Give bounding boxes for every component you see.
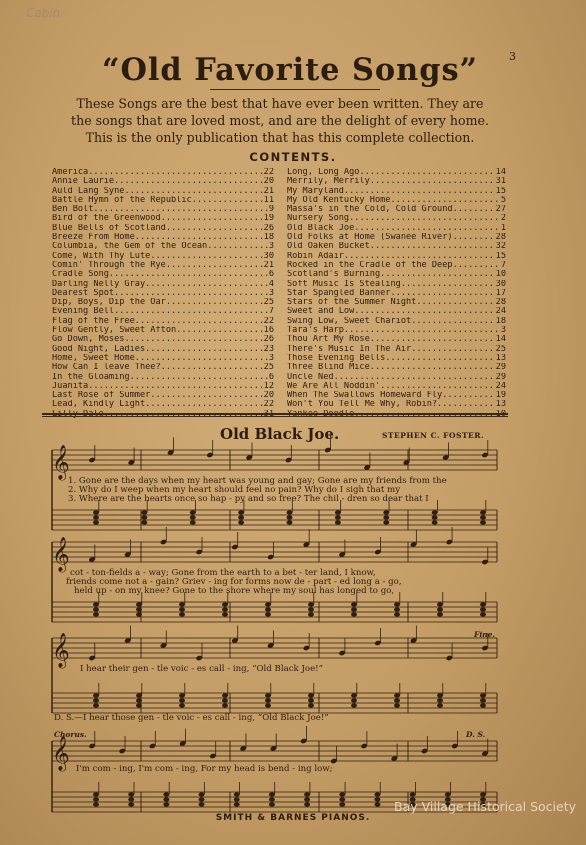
chord-note xyxy=(269,792,275,796)
contents-entry-title: Scotland's Burning xyxy=(287,270,381,280)
chord-note xyxy=(93,693,99,697)
chord-note xyxy=(222,698,228,702)
chord-note xyxy=(128,792,134,796)
contents-entry-title: Nursery Song xyxy=(287,214,350,224)
contents-entry-title: Those Evening Bells xyxy=(287,353,386,363)
chord-note xyxy=(234,797,240,801)
contents-entry-page: 6 xyxy=(268,270,274,280)
chord-note xyxy=(432,515,438,519)
contents-entry-page: 21 xyxy=(263,260,274,270)
contents-entry-page: 24 xyxy=(495,307,506,317)
intro-line: These Songs are the best that have ever been written. They are xyxy=(76,96,484,111)
chord-note xyxy=(179,607,185,611)
page-title: “Old Favorite Songs” xyxy=(101,52,479,88)
song-composer: STEPHEN C. FOSTER. xyxy=(382,431,485,440)
contents-entry-title: Massa's in the Cold, Cold Ground xyxy=(287,205,453,215)
chord-note xyxy=(93,515,99,519)
contents-entry-title: Cradle Song xyxy=(52,270,109,280)
contents-entry-page: 30 xyxy=(495,279,506,289)
contents-entry-page: 11 xyxy=(263,195,274,205)
contents-entry-page: 16 xyxy=(263,326,274,336)
chord-note xyxy=(93,703,99,707)
contents-entry-title: Old Black Joe xyxy=(287,223,355,233)
chord-note xyxy=(93,612,99,616)
chord-note xyxy=(234,802,240,806)
chord-note xyxy=(339,802,345,806)
chord-note xyxy=(93,802,99,806)
intro-line: This is the only publication that has this complete collection. xyxy=(85,130,475,145)
chord-note xyxy=(136,612,142,616)
chord-note xyxy=(374,792,380,796)
contents-entry-title: Bird of the Greenwood xyxy=(52,214,161,224)
contents-entry-title: We Are All Noddin' xyxy=(287,381,381,391)
contents-entry-title: Three Blind Mice xyxy=(287,363,370,373)
chord-note xyxy=(394,698,400,702)
contents-entry-title: Soft Music Is Stealing xyxy=(287,279,401,289)
ds-marking: D. S. xyxy=(466,730,486,739)
chord-note xyxy=(93,698,99,702)
contents-entry-title: Swing Low, Sweet Chariot xyxy=(287,316,412,326)
contents-entry-page: 28 xyxy=(495,233,506,243)
chord-note xyxy=(287,515,293,519)
chord-note xyxy=(287,510,293,514)
chord-note xyxy=(222,602,228,606)
chord-note xyxy=(234,792,240,796)
chord-note xyxy=(339,797,345,801)
intro-line: the songs that are loved most, and are the delight of every home. xyxy=(71,113,489,128)
contents-entry-page: 6 xyxy=(268,372,274,382)
lyric-line: friends come not a - gain? Griev - ing for forms now de - part - ed long a - go, xyxy=(66,577,402,587)
chord-note xyxy=(437,612,443,616)
lyric-line: 2. Why do I weep when my heart should feel no pain? Why do I sigh that my xyxy=(68,485,401,495)
contents-entry-page: 29 xyxy=(495,372,506,382)
contents-entry-title: Comin' Through the Rye xyxy=(52,260,166,270)
page-number: 3 xyxy=(509,50,516,63)
contents-entry-title: Rocked in the Cradle of the Deep xyxy=(287,260,453,270)
chord-note xyxy=(128,802,134,806)
contents-entry-page: 13 xyxy=(495,400,506,410)
chord-note xyxy=(265,607,271,611)
chord-note xyxy=(410,792,416,796)
chord-note xyxy=(190,520,196,524)
contents-entry-page: 26 xyxy=(263,223,274,233)
contents-entry-title: Evening Bell xyxy=(52,307,115,317)
chord-note xyxy=(93,510,99,514)
contents-entry-title: Ben Bolt xyxy=(52,205,94,215)
chord-note xyxy=(480,515,486,519)
chord-note xyxy=(179,698,185,702)
contents-entry-title: Old Folks at Home (Swanee River) xyxy=(287,233,453,243)
contents-entry-page: 4 xyxy=(268,279,274,289)
contents-entry-page: 20 xyxy=(263,391,274,401)
contents-entry-title: Juanita xyxy=(52,381,89,391)
contents-entry-page: 9 xyxy=(268,205,274,215)
lyric-line: I'm com - ing, I'm com - ing, For my head is bend - ing low; xyxy=(76,764,333,774)
treble-clef-icon: 𝄞 xyxy=(52,445,70,480)
chord-note xyxy=(308,698,314,702)
chord-note xyxy=(480,612,486,616)
chord-note xyxy=(480,510,486,514)
contents-entry-title: Dearest Spot xyxy=(52,288,115,298)
pencil-note: Cabin xyxy=(26,6,61,20)
lyric-line: cot - ton-fields a - way; Gone from the earth to a bet - ter land, I know, xyxy=(70,568,376,578)
contents-entry-page: 26 xyxy=(263,335,274,345)
contents-entry-page: 25 xyxy=(263,298,274,308)
chord-note xyxy=(308,607,314,611)
contents-entry-page: 25 xyxy=(263,363,274,373)
contents-entry-title: Good Night, Ladies xyxy=(52,344,146,354)
contents-entry-title: In the Gloaming xyxy=(52,372,130,382)
chord-note xyxy=(136,703,142,707)
contents-entry-page: 5 xyxy=(500,195,506,205)
chord-note xyxy=(394,703,400,707)
chord-note xyxy=(339,792,345,796)
chord-note xyxy=(238,515,244,519)
contents-entry-title: Thou Art My Rose xyxy=(287,335,370,345)
chord-note xyxy=(374,797,380,801)
contents-entry-title: Columbia, the Gem of the Ocean xyxy=(52,242,208,252)
chorus-marking: Chorus. xyxy=(54,730,87,739)
treble-clef-icon: 𝄞 xyxy=(52,736,70,771)
chord-note xyxy=(93,797,99,801)
chord-note xyxy=(374,802,380,806)
chord-note xyxy=(128,797,134,801)
contents-entry-page: 22 xyxy=(263,168,274,177)
chord-note xyxy=(179,612,185,616)
contents-entry-page: 2 xyxy=(500,214,506,224)
chord-note xyxy=(179,693,185,697)
contents-entry-title: Robin Adair xyxy=(287,251,344,261)
contents-entry-title: Flag of the Free xyxy=(52,316,135,326)
contents-entry-title: When The Swallows Homeward Fly xyxy=(287,391,443,401)
contents-entry-page: 18 xyxy=(495,316,506,326)
chord-note xyxy=(222,607,228,611)
contents-entry-title: Uncle Ned xyxy=(287,372,334,382)
chord-note xyxy=(190,510,196,514)
chord-note xyxy=(480,602,486,606)
chord-note xyxy=(335,520,341,524)
contents-entry-page: 22 xyxy=(263,316,274,326)
contents-entry-title: America xyxy=(52,168,89,177)
chord-note xyxy=(222,693,228,697)
treble-clef-icon: 𝄞 xyxy=(52,633,70,668)
contents-entry-title: Star Spangled Banner xyxy=(287,288,391,298)
chord-note xyxy=(335,515,341,519)
contents-entry-title: Merrily, Merrily xyxy=(287,177,370,187)
chord-note xyxy=(163,802,169,806)
contents-entry-page: 13 xyxy=(495,353,506,363)
contents-entry-page: 17 xyxy=(495,288,506,298)
contents-entry-title: How Can I leave Thee? xyxy=(52,363,161,373)
chord-note xyxy=(136,698,142,702)
chord-note xyxy=(351,612,357,616)
chord-note xyxy=(394,693,400,697)
chord-note xyxy=(199,797,205,801)
contents-entry-title: My Maryland xyxy=(287,186,344,196)
chord-note xyxy=(351,607,357,611)
contents-entry-page: 27 xyxy=(495,205,506,215)
contents-entry-title: Darling Nelly Gray xyxy=(52,279,146,289)
contents-entry-title: Home, Sweet Home xyxy=(52,353,135,363)
song-title: Old Black Joe. xyxy=(220,425,340,443)
chord-note xyxy=(93,520,99,524)
contents-entry-page: 28 xyxy=(495,298,506,308)
chord-note xyxy=(141,510,147,514)
chord-note xyxy=(480,703,486,707)
lyric-line: 1. Gone are the days when my heart was young and gay; Gone are my friends from the xyxy=(68,476,447,486)
chord-note xyxy=(304,792,310,796)
contents-entry-page: 14 xyxy=(495,168,506,177)
chord-note xyxy=(437,607,443,611)
chord-note xyxy=(437,693,443,697)
chord-note xyxy=(93,602,99,606)
contents-entry-page: 19 xyxy=(495,391,506,401)
contents-entry-page: 25 xyxy=(495,344,506,354)
contents-entry-page: 7 xyxy=(268,307,274,317)
chord-note xyxy=(480,520,486,524)
fine-marking: Fine. xyxy=(474,630,496,639)
contents-entry-page: 30 xyxy=(263,251,274,261)
chord-note xyxy=(432,510,438,514)
contents-entry-page: 23 xyxy=(263,344,274,354)
chord-note xyxy=(136,693,142,697)
contents-entry-page: 29 xyxy=(495,363,506,373)
chord-note xyxy=(136,607,142,611)
chord-note xyxy=(163,792,169,796)
chord-note xyxy=(222,612,228,616)
chord-note xyxy=(238,510,244,514)
contents-entry-page: 20 xyxy=(263,177,274,187)
chord-note xyxy=(351,602,357,606)
contents-entry-title: Tara's Harp xyxy=(287,326,344,336)
chord-note xyxy=(437,703,443,707)
chord-note xyxy=(351,703,357,707)
chord-note xyxy=(383,515,389,519)
chord-note xyxy=(199,802,205,806)
chord-note xyxy=(480,698,486,702)
chord-note xyxy=(163,797,169,801)
chord-note xyxy=(136,602,142,606)
contents-entry-page: 18 xyxy=(263,233,274,243)
contents-entry-page: 31 xyxy=(495,177,506,187)
contents-entry-page: 24 xyxy=(495,381,506,391)
contents-entry-title: My Old Kentucky Home xyxy=(287,195,391,205)
contents-entry-page: 15 xyxy=(495,251,506,261)
chord-note xyxy=(304,802,310,806)
chord-note xyxy=(432,520,438,524)
chord-note xyxy=(93,607,99,611)
chord-note xyxy=(445,792,451,796)
chord-note xyxy=(93,792,99,796)
contents-entry-page: 32 xyxy=(495,242,506,252)
chord-note xyxy=(308,703,314,707)
contents-heading: CONTENTS. xyxy=(249,150,337,164)
chord-note xyxy=(265,612,271,616)
contents-entry-page: 21 xyxy=(263,186,274,196)
chord-note xyxy=(269,797,275,801)
chord-note xyxy=(199,792,205,796)
contents-entry-title: Battle Hymn of the Republic xyxy=(52,195,192,205)
contents-entry-title: Annie Laurie xyxy=(52,177,115,187)
contents-entry-page: 12 xyxy=(263,381,274,391)
chord-note xyxy=(238,520,244,524)
chord-note xyxy=(265,602,271,606)
contents-entry-title: Last Rose of Summer xyxy=(52,391,151,401)
contents-entry-title: Breeze From Home xyxy=(52,233,135,243)
contents-entry-page: 3 xyxy=(268,353,274,363)
contents-entry-title: Come, With Thy Lute xyxy=(52,251,151,261)
contents-entry-page: 7 xyxy=(500,260,506,270)
chord-note xyxy=(308,693,314,697)
contents-entry-title: Long, Long Ago xyxy=(287,168,360,177)
contents-entry-title: Go Down, Moses xyxy=(52,335,125,345)
contents-entry-title: Auld Lang Syne xyxy=(52,186,125,196)
contents-entry-title: Old Oaken Bucket xyxy=(287,242,370,252)
chord-note xyxy=(269,802,275,806)
chord-note xyxy=(308,602,314,606)
chord-note xyxy=(437,698,443,702)
chord-note xyxy=(179,602,185,606)
contents-entry-page: 15 xyxy=(495,186,506,196)
lyric-line: D. S.—I hear those gen - tle voic - es call - ing, “Old Black Joe!” xyxy=(54,713,329,723)
contents-entry-page: 3 xyxy=(500,326,506,336)
chord-note xyxy=(287,520,293,524)
chord-note xyxy=(141,520,147,524)
contents-entry-page: 1 xyxy=(500,223,506,233)
contents-entry-title: Blue Bells of Scotland xyxy=(52,223,166,233)
chord-note xyxy=(308,612,314,616)
treble-clef-icon: 𝄞 xyxy=(52,537,70,572)
chord-note xyxy=(190,515,196,519)
chord-note xyxy=(179,703,185,707)
lyric-line: held up - on my knee? Gone to the shore where my soul has longed to go, xyxy=(74,586,395,596)
contents-entry-title: Dip, Boys, Dip the Oar xyxy=(52,298,166,308)
chord-note xyxy=(394,602,400,606)
chord-note xyxy=(394,607,400,611)
chord-note xyxy=(335,510,341,514)
chord-note xyxy=(383,510,389,514)
chord-note xyxy=(222,703,228,707)
contents-entry-page: 3 xyxy=(268,242,274,252)
chord-note xyxy=(141,515,147,519)
lyric-line: 3. Where are the hearts once so hap - py and so free? The chil - dren so dear that I xyxy=(68,494,429,504)
contents-entry-page: 22 xyxy=(263,400,274,410)
contents-entry-page: 14 xyxy=(495,335,506,345)
contents-entry-page: 10 xyxy=(495,270,506,280)
chord-note xyxy=(351,693,357,697)
chord-note xyxy=(265,703,271,707)
chord-note xyxy=(437,602,443,606)
chord-note xyxy=(265,693,271,697)
watermark: Bay Village Historical Society xyxy=(394,799,577,814)
chord-note xyxy=(480,792,486,796)
chord-note xyxy=(351,698,357,702)
contents-entry-page: 19 xyxy=(263,214,274,224)
contents-entry-title: Stars of the Summer Night xyxy=(287,298,417,308)
chord-note xyxy=(394,612,400,616)
contents-entry-title: There's Music In The Air xyxy=(287,344,412,354)
contents-entry-title: Sweet and Low xyxy=(287,307,355,317)
chord-note xyxy=(480,693,486,697)
contents-entry-title: Flow Gently, Sweet Afton xyxy=(52,326,177,336)
lyric-line: I hear their gen - tle voic - es call - ing, “Old Black Joe!” xyxy=(80,664,324,674)
contents-entry-page: 3 xyxy=(268,288,274,298)
chord-note xyxy=(304,797,310,801)
chord-note xyxy=(480,607,486,611)
chord-note xyxy=(265,698,271,702)
chord-note xyxy=(383,520,389,524)
contents-entry-title: Won't You Tell Me Why, Robin? xyxy=(287,400,438,410)
footer-advertisement: SMITH & BARNES PIANOS. xyxy=(215,813,371,823)
contents-entry-title: Lead, Kindly Light xyxy=(52,400,146,410)
